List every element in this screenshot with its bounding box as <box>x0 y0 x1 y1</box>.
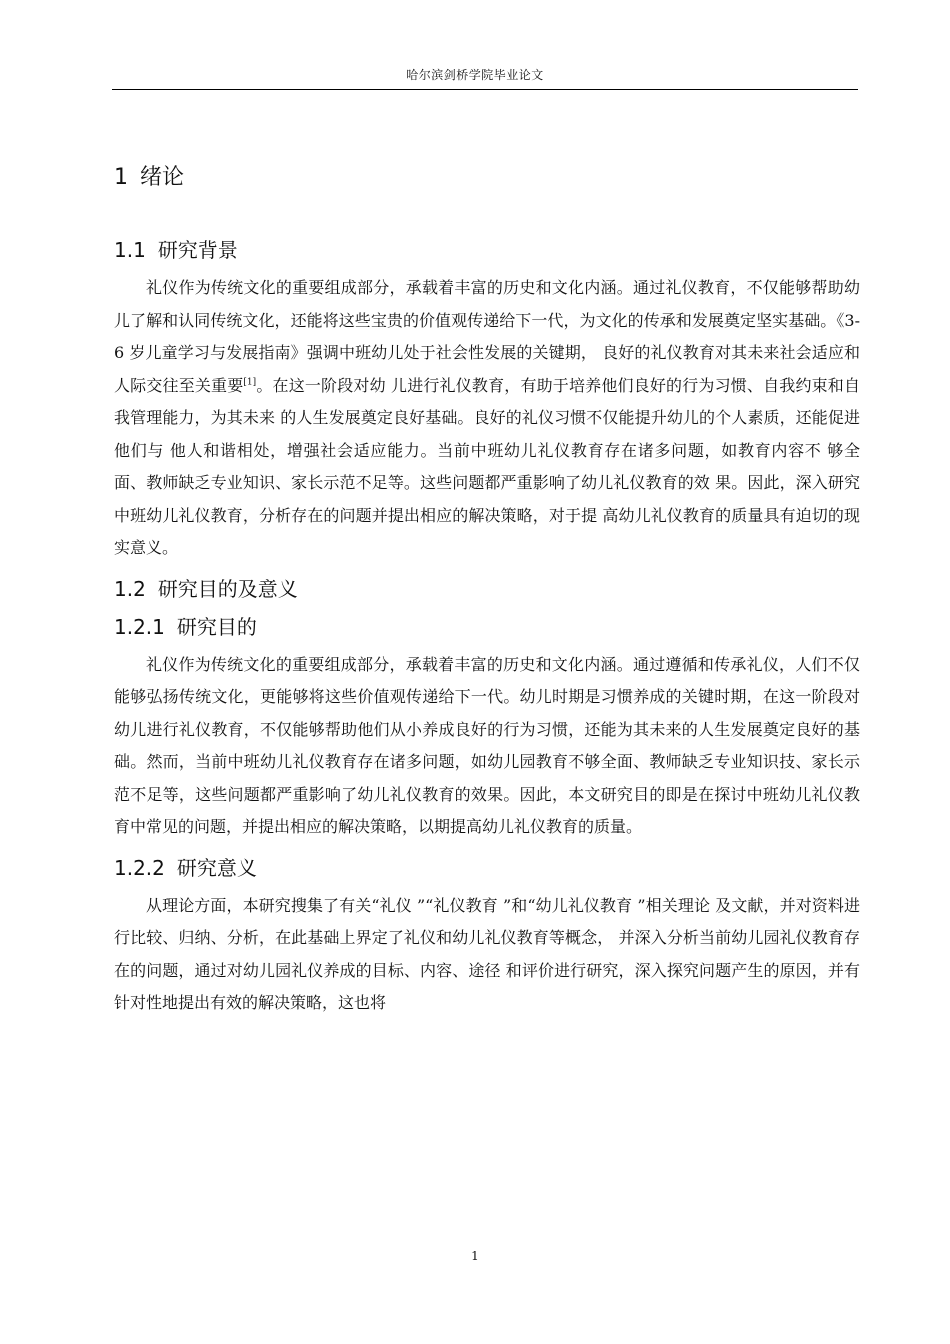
section-title: 研究目的及意义 <box>157 576 298 601</box>
header-rule <box>112 89 858 90</box>
main-content <box>114 160 860 1028</box>
section-heading-1-2 <box>114 573 860 605</box>
subsection-heading-1-2-2 <box>114 852 860 884</box>
paragraph-research-significance: 从理论方面，本研究搜集了有关“礼仪 ”“礼仪教育 ”和“幼儿礼仪教育 ”相关理论 及文献，并对资料进行比较、归纳、分析，在此基础上界定了礼仪和幼儿礼仪教育等概念， 并深入分析当前幼儿园礼仪教育存在的问题，通过对幼儿园礼仪养成的目标、内容、途径 和评价进行研究，深入探究问题产生的原因，并有针对性地提出有效的解决策略，这也将 <box>114 895 860 1012</box>
chapter-number: 1 <box>114 165 128 190</box>
section-title: 研究背景 <box>157 238 238 262</box>
citation-marker: [1] <box>243 377 257 388</box>
chapter-heading <box>114 160 860 196</box>
paragraph-research-background <box>114 272 860 565</box>
page-number: 1 <box>471 1249 479 1263</box>
chapter-title: 绪论 <box>140 165 185 190</box>
section-heading-1-1 <box>114 234 860 266</box>
paragraph-research-purpose: 礼仪作为传统文化的重要组成部分，承载着丰富的历史和文化内涵。通过遵循和传承礼仪，人们不仅能够弘扬传统文化，更能够将这些价值观传递给下一代。幼儿时期是习惯养成的关键时期，在这一阶段对幼儿进行礼仪教育，不仅能够帮助他们从小养成良好的行为习惯，还能为其未来的人生发展奠定良好的基础。然而，当前中班幼儿礼仪教育存在诸多问题，如幼儿园教育不够全面、教师缺乏专业知识技、家长示范不足等，这些问题都严重影响了幼儿礼仪教育的效果。因此，本文研究目的即是在探讨中班幼儿礼仪教育中常见的问题，并提出相应的解决策略，以期提高幼儿礼仪教育的质量。 <box>114 654 860 836</box>
subsection-title: 研究意义 <box>176 855 257 880</box>
subsection-number: 1.2.2 <box>114 855 165 880</box>
section-number: 1.2 <box>114 576 146 601</box>
subsection-number: 1.2.1 <box>114 614 165 639</box>
paragraph-text-part-a: 礼仪作为传统文化的重要组成部分，承载着丰富的历史和文化内涵。通过礼仪教育，不仅能够帮助幼儿了解和认同传统文化，还能将这些宝贵的价值观传递给下一代，为文化的传承和发展奠定坚实基础。《3-6 岁儿童学习与发展指南》强调中班幼儿处于社会性发展的关键期， 良好的礼仪教育对其未来社会适应和人际交往至关重要 <box>114 278 860 395</box>
subsection-title: 研究目的 <box>176 614 257 639</box>
section-number: 1.1 <box>114 238 146 262</box>
subsection-heading-1-2-1 <box>114 611 860 643</box>
running-header: 哈尔滨剑桥学院毕业论文 <box>406 68 544 82</box>
paragraph-text-part-b: 。在这一阶段对幼 儿进行礼仪教育，有助于培养他们良好的行为习惯、自我约束和自我管理能力，为其未来 的人生发展奠定良好基础。良好的礼仪习惯不仅能提升幼儿的个人素质，还能促进他们与 他人和谐相处，增强社会适应能力。当前中班幼儿礼仪教育存在诸多问题，如教育内容不 够全面、教师缺乏专业知识、家长示范不足等。这些问题都严重影响了幼儿礼仪教育的效 果。因此，深入研究中班幼儿礼仪教育，分析存在的问题并提出相应的解决策略，对于提 高幼儿礼仪教育的质量具有迫切的现实意义。 <box>114 375 860 557</box>
